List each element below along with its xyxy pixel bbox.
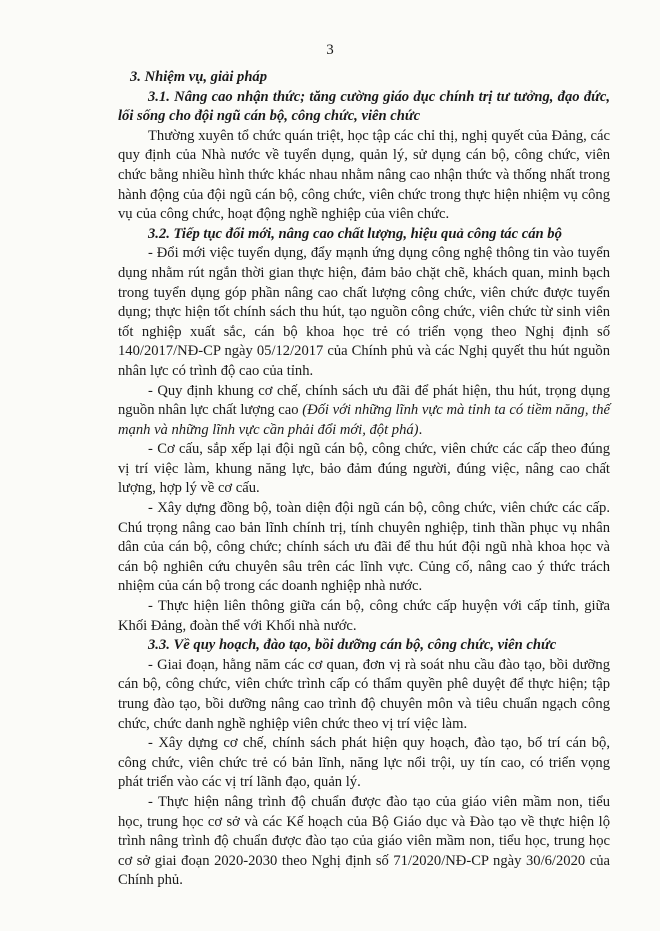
paragraph: - Thực hiện nâng trình độ chuẩn được đào tạo của giáo viên mầm non, tiểu học, trung học cơ sở và các Kế hoạch của Bộ Giáo dục và Đào tạo về thực hiện lộ trình nâng trình độ chuẩn được đào tạo của giáo viên mầm non, tiểu học, trung học cơ sở giai đoạn 2020-2030 theo Nghị định số 71/2020/NĐ-CP ngày 30/6/2020 của Chính phủ. [118,793,610,889]
paragraph: - Giai đoạn, hằng năm các cơ quan, đơn vị rà soát nhu cầu đào tạo, bồi dưỡng cán bộ, công chức, viên chức trình cấp có thẩm quyền phê duyệt để thực hiện; tập trung đào tạo, bồi dưỡng nâng cao trình độ chuyên môn và tiêu chuẩn ngạch công chức, chức danh nghề nghiệp viên chức theo vị trí việc làm. [118,656,610,732]
subsection-heading-3-1: 3.1. Nâng cao nhận thức; tăng cường giáo dục chính trị tư tưởng, đạo đức, lối sống cho đội ngũ cán bộ, công chức, viên chức [118,88,610,125]
paragraph-text: - Quy định khung cơ chế, chính sách ưu đãi để phát hiện, thu hút, trọng dụng nguồn nhân lực chất lượng cao [118,382,610,419]
paragraph: - Xây dựng đồng bộ, toàn diện đội ngũ cán bộ, công chức, viên chức các cấp. Chú trọng nâng cao bản lĩnh chính trị, tính chuyên nghiệp, tinh thần phục vụ nhân dân của cán bộ, công chức; chính sách ưu đãi để thu hút đội ngũ nhà khoa học và cán bộ nghiên cứu chuyên sâu trên các lĩnh vực. Củng cố, nâng cao ý thức trách nhiệm của cán bộ trong các doanh nghiệp nhà nước. [118,500,610,595]
paragraph: - Thực hiện liên thông giữa cán bộ, công chức cấp huyện với cấp tỉnh, giữa Khối Đảng, đoàn thể với Khối nhà nước. [118,598,610,634]
paragraph: - Đổi mới việc tuyển dụng, đẩy mạnh ứng dụng công nghệ thông tin vào tuyển dụng nhằm rút ngắn thời gian thực hiện, đảm bảo chặt chẽ, khách quan, minh bạch trong tuyển dụng góp phần nâng cao chất lượng công chức, viên chức được tuyển dụng; thực hiện tốt chính sách thu hút, tạo nguồn công chức, viên chức từ sinh viên tốt nghiệp xuất sắc, cán bộ khoa học trẻ có triển vọng theo Nghị định số 140/2017/NĐ-CP ngày 05/12/2017 của Chính phủ và các Nghị quyết thu hút nguồn nhân lực có trình độ cao của tỉnh. [118,245,610,379]
subsection-heading-3-2: 3.2. Tiếp tục đổi mới, nâng cao chất lượng, hiệu quả công tác cán bộ [148,225,562,242]
document-body [118,68,610,891]
paragraph: Thường xuyên tổ chức quán triệt, học tập các chỉ thị, nghị quyết của Đảng, các quy định của Nhà nước về tuyển dụng, quản lý, sử dụng cán bộ, công chức, viên chức bằng nhiều hình thức khác nhau nhằm nâng cao nhận thức và thống nhất trong hành động của đội ngũ cán bộ, công chức, viên chức trong thực hiện nhiệm vụ công vụ của công chức, hoạt động nghề nghiệp của viên chức. [118,127,610,223]
paragraph-end: . [418,421,423,438]
paragraph-mixed [118,382,610,441]
section-title: 3. Nhiệm vụ, giải pháp [130,69,268,85]
paragraph-italic-note: (Đối với những lĩnh vực mà tỉnh ta có tiềm năng, thế mạnh và những lĩnh vực cần phải đổi mới, đột phá) [118,402,610,438]
paragraph: - Xây dựng cơ chế, chính sách phát hiện quy hoạch, đào tạo, bố trí cán bộ, công chức, viên chức trẻ có bản lĩnh, năng lực nổi trội, uy tín cao, có triển vọng phát triển vào các vị trí lãnh đạo, quản lý. [118,735,610,791]
subsection-heading-3-3: 3.3. Về quy hoạch, đào tạo, bồi dưỡng cán bộ, công chức, viên chức [148,637,557,654]
page-number: 3 [326,42,334,58]
paragraph: - Cơ cấu, sắp xếp lại đội ngũ cán bộ, công chức, viên chức các cấp theo đúng vị trí việc làm, khung năng lực, bảo đảm đúng người, đúng việc, nâng cao chất lượng, hợp lý về cơ cấu. [118,441,610,497]
